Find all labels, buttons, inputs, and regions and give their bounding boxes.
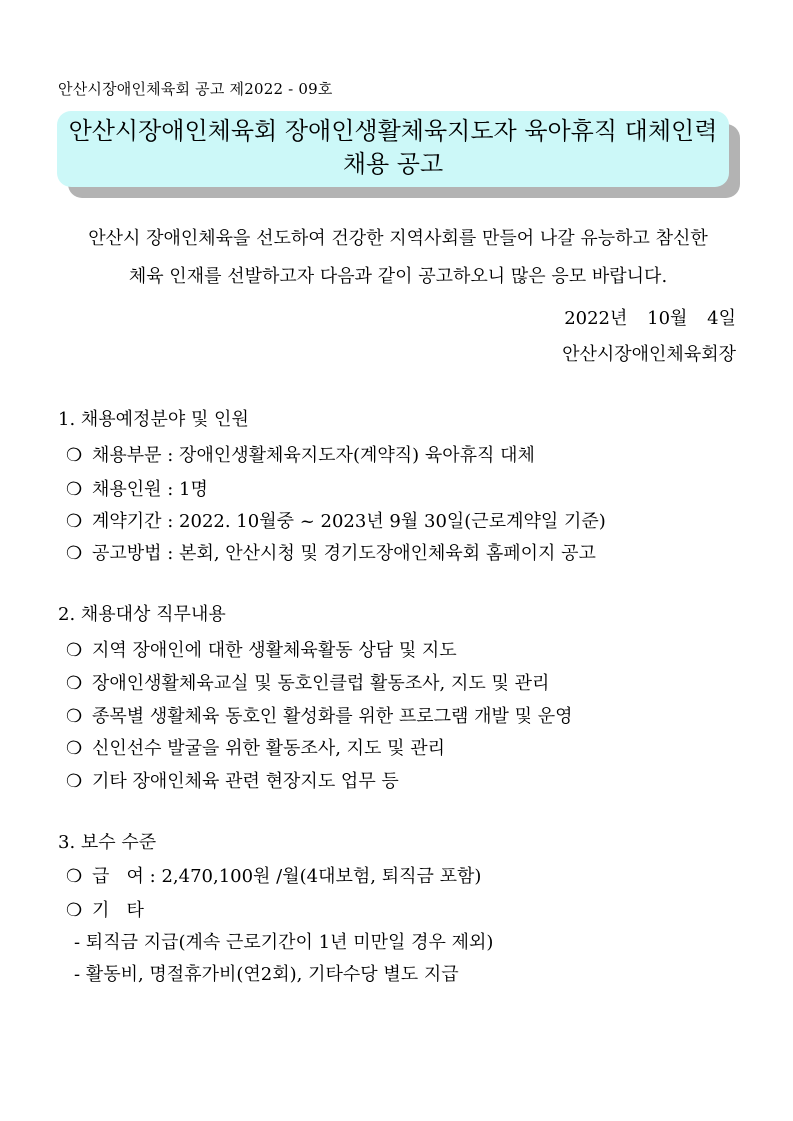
sub-list-item: - 활동비, 명절휴가비(연2회), 기타수당 별도 지급 xyxy=(74,964,459,985)
title-box xyxy=(57,111,729,187)
circle-bullet-icon: ❍ xyxy=(66,866,83,887)
circle-bullet-icon: ❍ xyxy=(66,511,83,532)
list-item: ❍ 급 여 : 2,470,100원 /월(4대보험, 퇴직금 포함) xyxy=(66,866,482,887)
date-day: 4일 xyxy=(707,308,736,329)
list-item: ❍ 장애인생활체육교실 및 동호인클럽 활동조사, 지도 및 관리 xyxy=(66,673,550,694)
title-line-1: 안산시장애인체육회 장애인생활체육지도자 육아휴직 대체인력 xyxy=(68,117,718,145)
section-3-heading: 3. 보수 수준 xyxy=(58,832,157,853)
intro-line-2: 체육 인재를 선발하고자 다음과 같이 공고하오니 많은 응모 바랍니다. xyxy=(128,266,668,287)
sub-list-item: - 퇴직금 지급(계속 근로기간이 1년 미만일 경우 제외) xyxy=(74,932,494,953)
circle-bullet-icon: ❍ xyxy=(66,706,83,727)
issuer: 안산시장애인체육회장 xyxy=(562,344,736,365)
date-month: 10월 xyxy=(647,308,688,329)
document-number: 안산시장애인체육회 공고 제2022 - 09호 xyxy=(58,80,333,98)
circle-bullet-icon: ❍ xyxy=(66,445,83,466)
list-item: ❍ 종목별 생활체육 동호인 활성화를 위한 프로그램 개발 및 운영 xyxy=(66,706,573,727)
title-line-2: 채용 공고 xyxy=(342,150,444,178)
circle-bullet-icon: ❍ xyxy=(66,640,83,661)
list-item: ❍ 신인선수 발굴을 위한 활동조사, 지도 및 관리 xyxy=(66,738,446,759)
date-year: 2022년 xyxy=(564,308,628,329)
list-item: ❍ 기 타 xyxy=(66,900,144,921)
section-2-heading: 2. 채용대상 직무내용 xyxy=(58,604,226,625)
circle-bullet-icon: ❍ xyxy=(66,900,83,921)
list-item: ❍ 지역 장애인에 대한 생활체육활동 상담 및 지도 xyxy=(66,640,457,661)
announcement-date xyxy=(550,304,736,330)
circle-bullet-icon: ❍ xyxy=(66,479,83,500)
list-item: ❍ 기타 장애인체육 관련 현장지도 업무 등 xyxy=(66,771,399,792)
circle-bullet-icon: ❍ xyxy=(66,673,83,694)
list-item: ❍ 채용인원 : 1명 xyxy=(66,479,208,500)
intro-line-1: 안산시 장애인체육을 선도하여 건강한 지역사회를 만들어 나갈 유능하고 참신한 xyxy=(88,228,708,249)
list-item: ❍ 계약기간 : 2022. 10월중 ~ 2023년 9월 30일(근로계약일 기준) xyxy=(66,511,606,532)
circle-bullet-icon: ❍ xyxy=(66,771,83,792)
circle-bullet-icon: ❍ xyxy=(66,543,83,564)
section-1-heading: 1. 채용예정분야 및 인원 xyxy=(58,409,249,430)
circle-bullet-icon: ❍ xyxy=(66,738,83,759)
list-item: ❍ 공고방법 : 본회, 안산시청 및 경기도장애인체육회 홈페이지 공고 xyxy=(66,543,596,564)
list-item: ❍ 채용부문 : 장애인생활체육지도자(계약직) 육아휴직 대체 xyxy=(66,445,535,466)
